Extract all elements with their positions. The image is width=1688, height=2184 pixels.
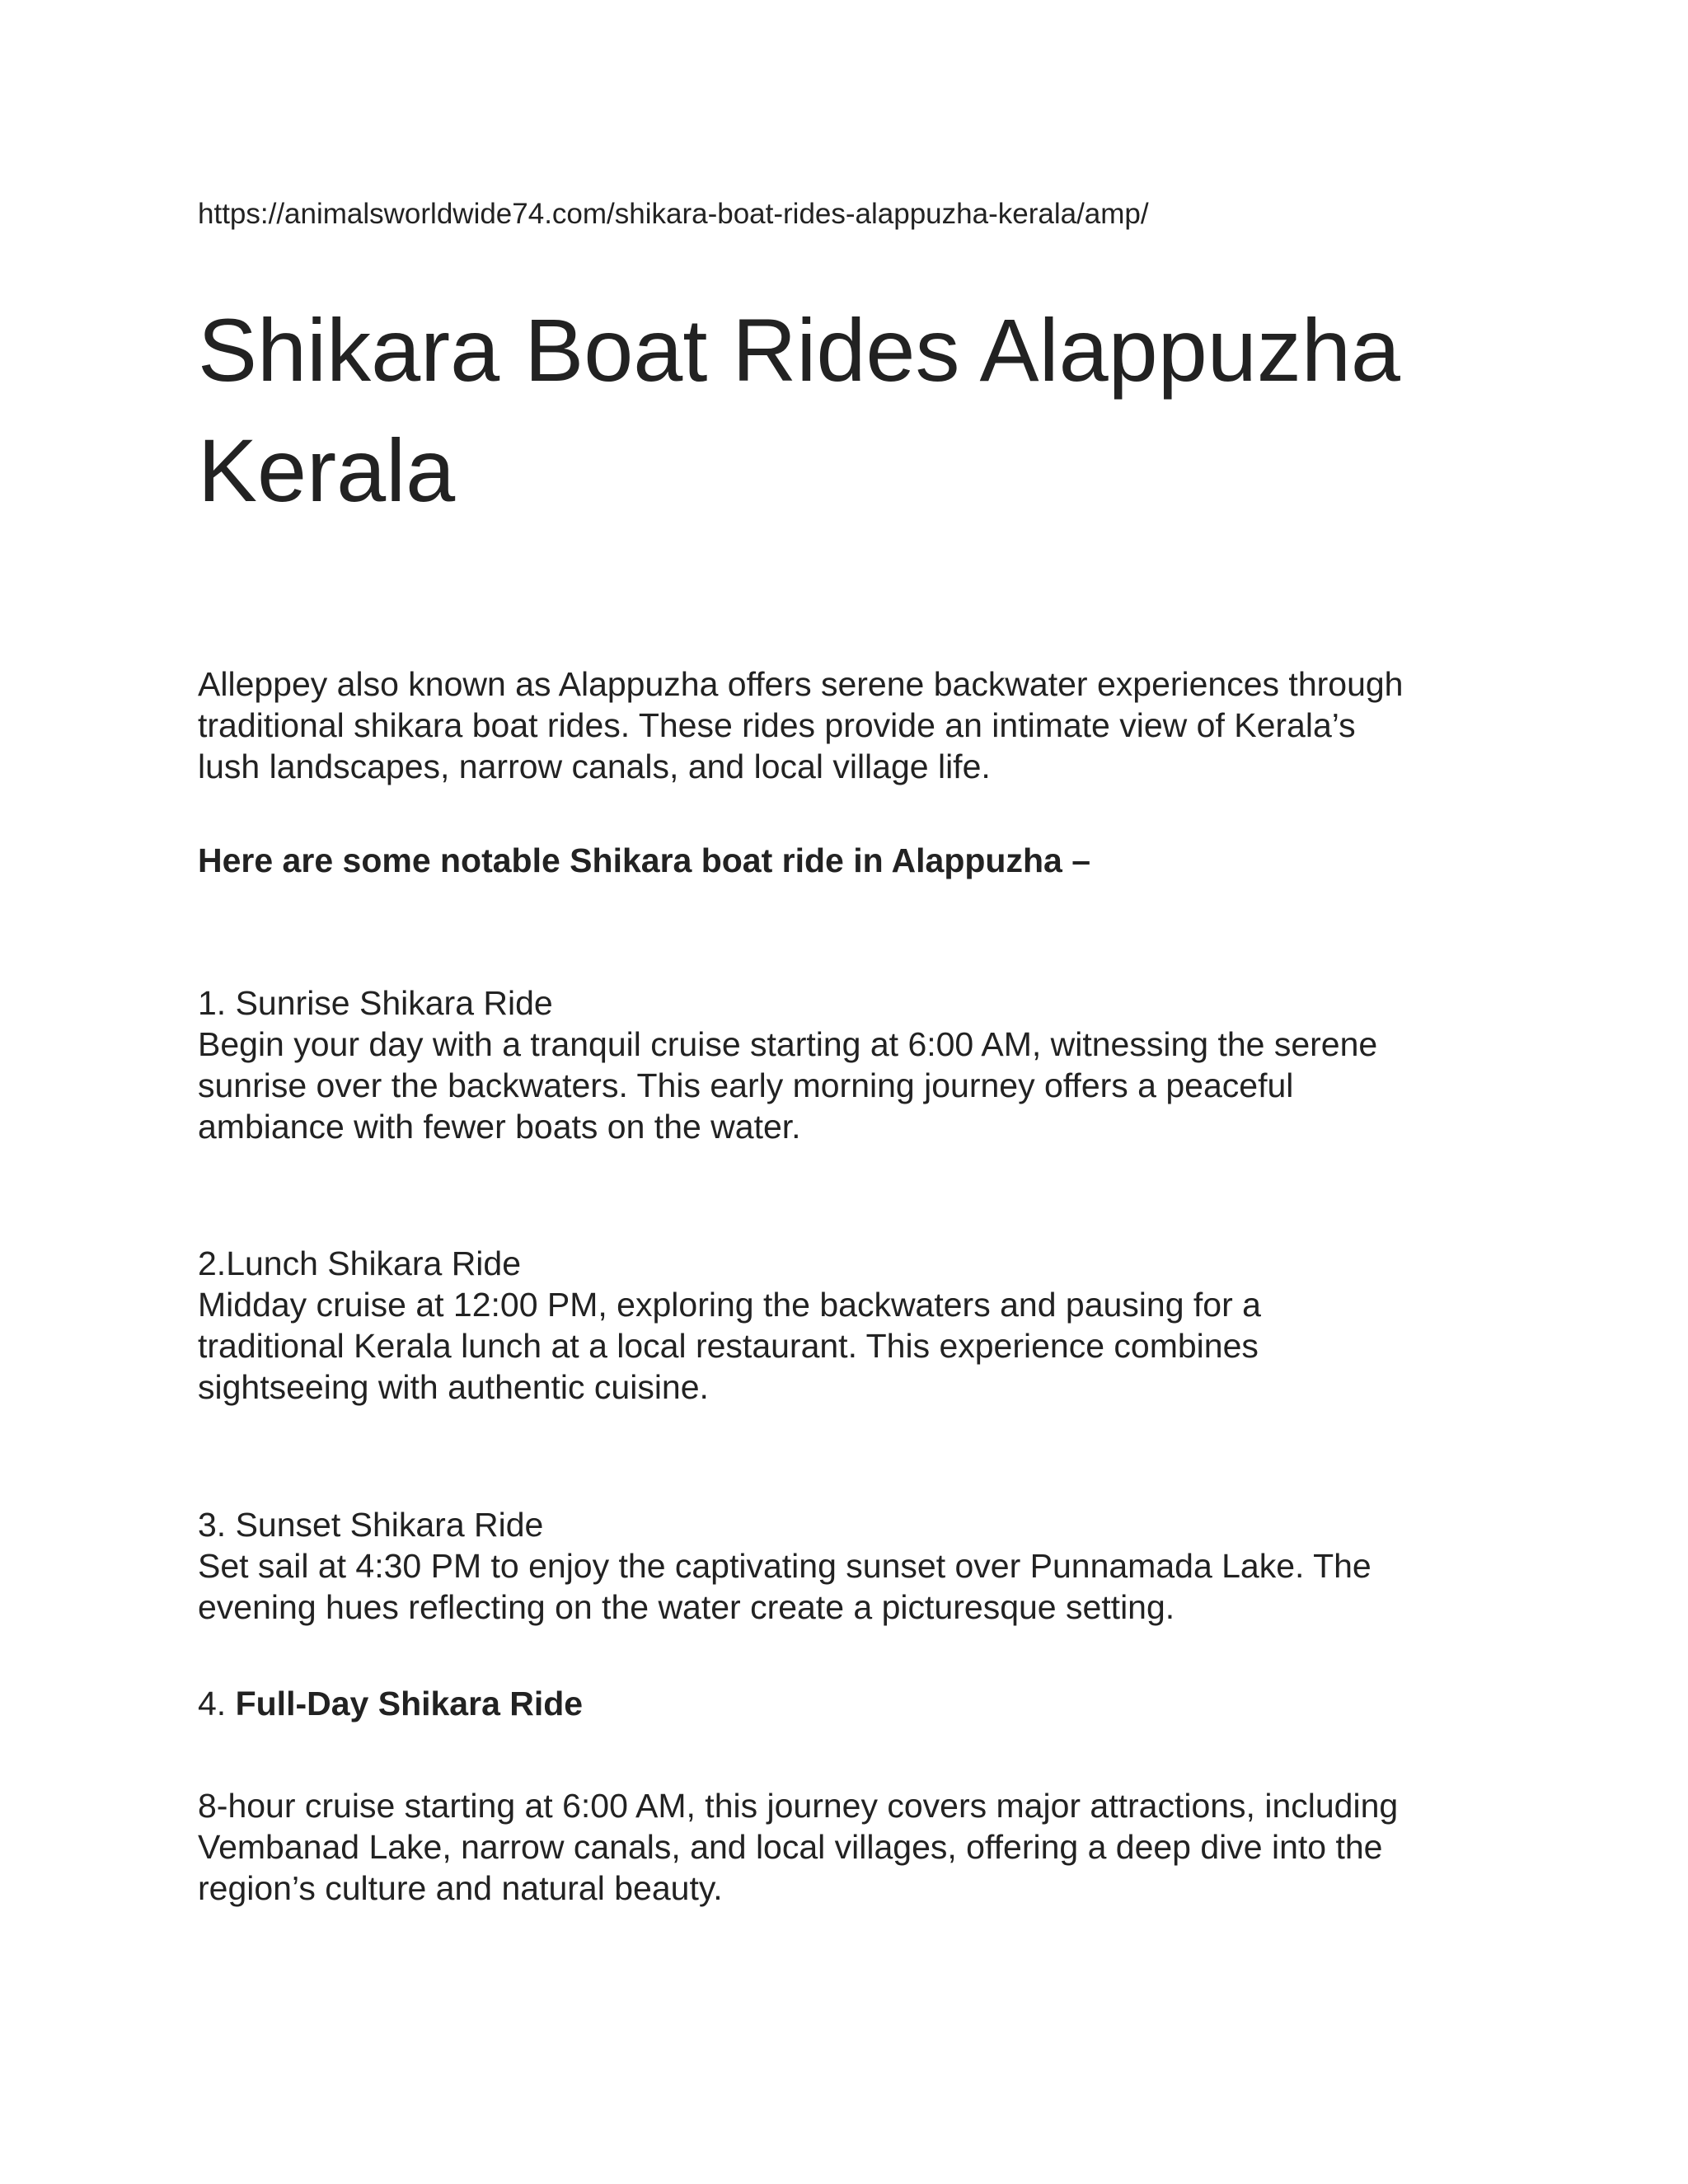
ride-description-line: Vembanad Lake, narrow canals, and local villages, offering a deep dive into the [198, 1828, 1383, 1866]
intro-paragraph [198, 663, 1517, 787]
intro-line: Alleppey also known as Alappuzha offers serene backwater experiences through [198, 665, 1404, 703]
ride-lunch [198, 1243, 1517, 1408]
ride-sunset [198, 1504, 1517, 1628]
ride-description-line: Midday cruise at 12:00 PM, exploring the backwaters and pausing for a [198, 1286, 1261, 1324]
source-url[interactable]: https://animalsworldwide74.com/shikara-boat-rides-alappuzha-kerala/amp/ [198, 198, 1149, 230]
ride-heading-title: Full-Day Shikara Ride [235, 1685, 584, 1722]
ride-description-line: region’s culture and natural beauty. [198, 1869, 723, 1907]
intro-line: lush landscapes, narrow canals, and local village life. [198, 748, 991, 785]
ride-description-line: evening hues reflecting on the water create a picturesque setting. [198, 1588, 1175, 1626]
page-title-line-1: Shikara Boat Rides Alappuzha [198, 300, 1400, 400]
intro-line: traditional shikara boat rides. These rides provide an intimate view of Kerala’s [198, 706, 1356, 744]
ride-heading: 3. Sunset Shikara Ride [198, 1506, 544, 1544]
page-title-line-2: Kerala [198, 420, 456, 520]
ride-full-day-heading [198, 1683, 583, 1724]
ride-description-line: traditional Kerala lunch at a local restaurant. This experience combines [198, 1327, 1259, 1365]
section-subheading: Here are some notable Shikara boat ride in Alappuzha – [198, 841, 1091, 879]
ride-sunrise [198, 982, 1517, 1147]
ride-full-day [198, 1785, 1517, 1909]
ride-description-line: sightseeing with authentic cuisine. [198, 1368, 709, 1406]
ride-heading-number: 4. [198, 1685, 236, 1722]
ride-heading: 2.Lunch Shikara Ride [198, 1244, 522, 1282]
ride-heading: 1. Sunrise Shikara Ride [198, 984, 553, 1022]
ride-description-line: Set sail at 4:30 PM to enjoy the captivating sunset over Punnamada Lake. The [198, 1547, 1372, 1585]
ride-description-line: ambiance with fewer boats on the water. [198, 1108, 801, 1146]
ride-description-line: 8-hour cruise starting at 6:00 AM, this journey covers major attractions, including [198, 1787, 1399, 1825]
ride-description-line: sunrise over the backwaters. This early morning journey offers a peaceful [198, 1066, 1294, 1104]
ride-description-line: Begin your day with a tranquil cruise starting at 6:00 AM, witnessing the serene [198, 1025, 1378, 1063]
page-title [198, 290, 1517, 531]
